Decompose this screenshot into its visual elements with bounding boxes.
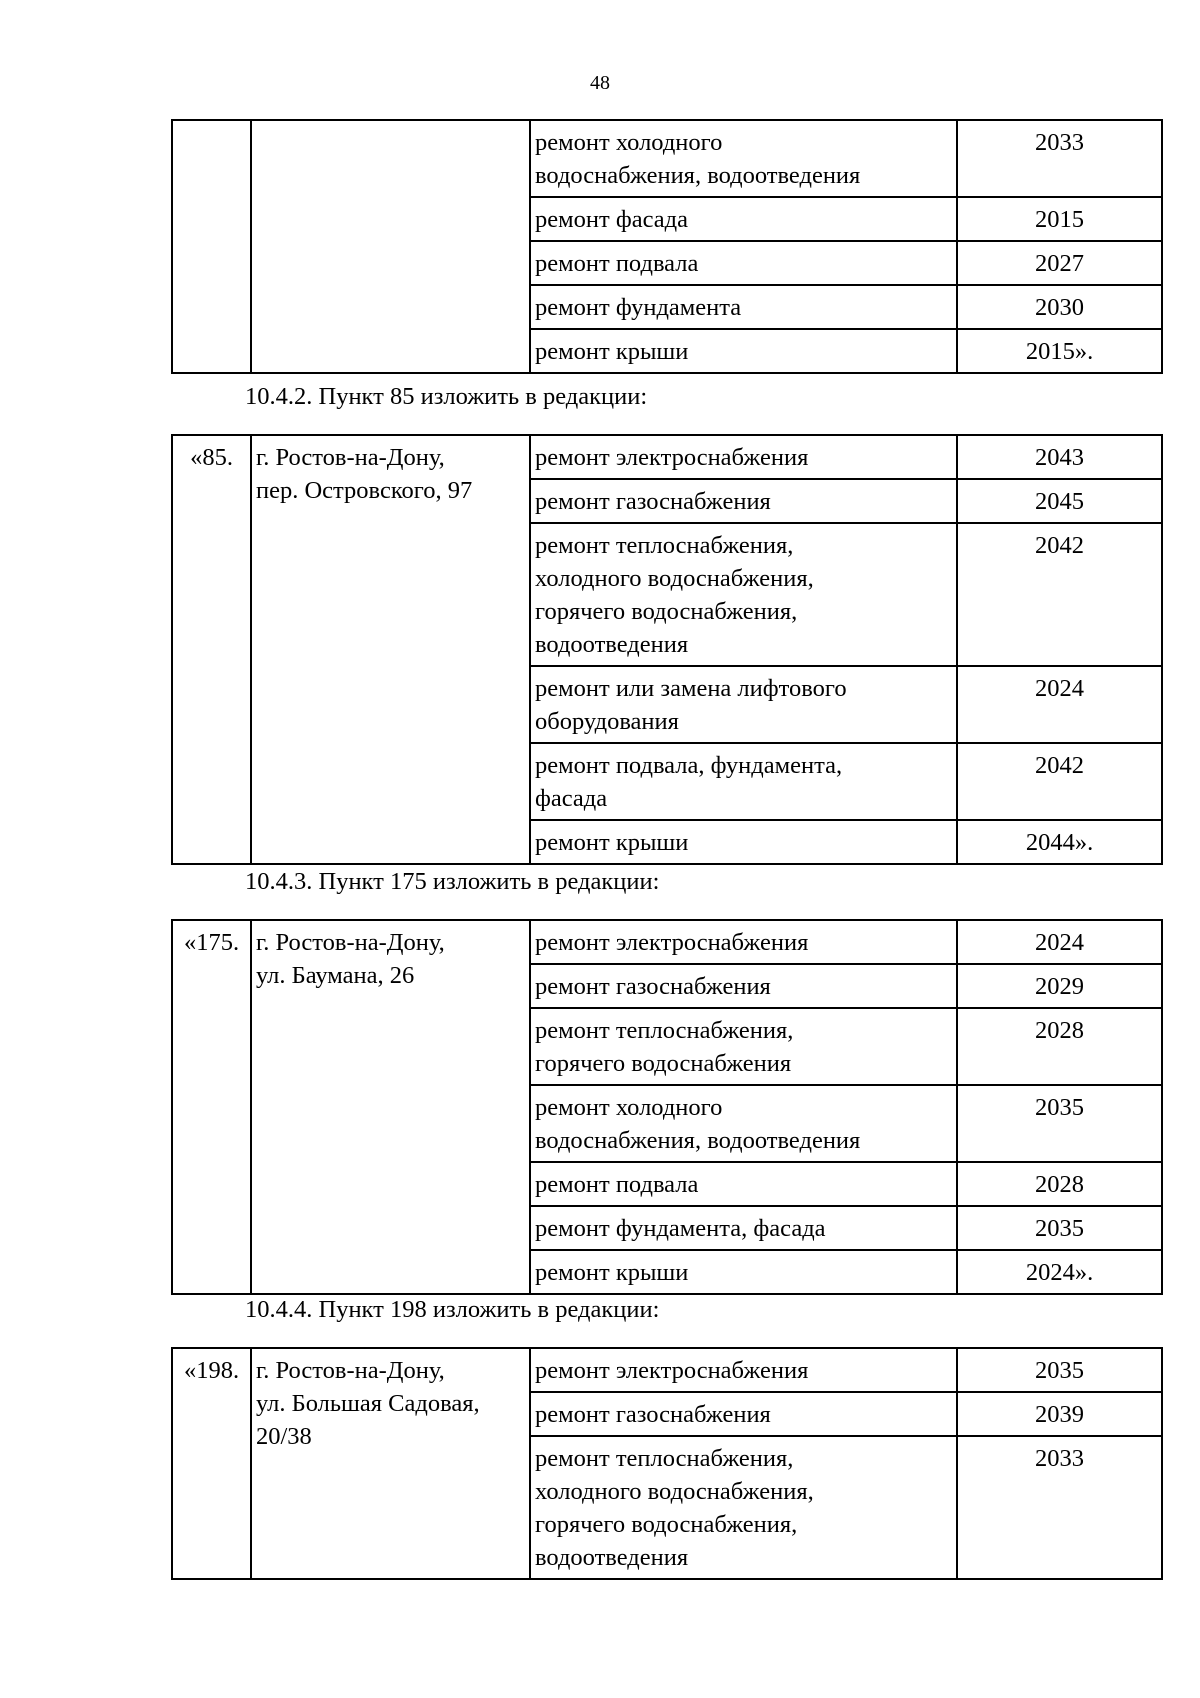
year-cell: 2045 [957,479,1162,523]
repair-table-item-198 [171,1347,1163,1580]
work-cell [530,1436,957,1579]
address-line: ул. Большая Садовая, [256,1390,480,1417]
work-line: водоотведения [535,631,689,658]
work-line: горячего водоснабжения, [535,1511,798,1538]
work-cell [530,523,957,666]
work-line: ремонт подвала, фундамента, [535,752,843,779]
year-cell: 2024 [957,920,1162,964]
paragraph-10-4-4: 10.4.4. Пункт 198 изложить в редакции: [245,1296,660,1323]
repair-table-continuation [171,119,1163,374]
year-cell: 2015 [957,197,1162,241]
paragraph-10-4-2: 10.4.2. Пункт 85 изложить в редакции: [245,383,648,410]
address-cell [251,435,530,864]
year-cell: 2030 [957,285,1162,329]
year-cell: 2044». [957,820,1162,864]
work-line: холодного водоснабжения, [535,1478,814,1505]
work-cell: ремонт газоснабжения [530,479,957,523]
work-cell: ремонт подвала [530,1162,957,1206]
year-cell: 2033 [957,120,1162,197]
address-line: г. Ростов-на-Дону, [256,929,445,956]
work-cell: ремонт газоснабжения [530,1392,957,1436]
year-cell: 2035 [957,1206,1162,1250]
work-cell: ремонт электроснабжения [530,435,957,479]
year-cell: 2024». [957,1250,1162,1294]
work-cell: ремонт фасада [530,197,957,241]
table-row [172,1348,1162,1392]
work-line: холодного водоснабжения, [535,565,814,592]
address-cell [251,1348,530,1579]
work-line: ремонт теплоснабжения, [535,1445,794,1472]
year-cell: 2033 [957,1436,1162,1579]
work-cell: ремонт фундамента, фасада [530,1206,957,1250]
work-line: горячего водоснабжения, [535,598,798,625]
work-cell: ремонт подвала [530,241,957,285]
year-cell: 2035 [957,1085,1162,1162]
work-cell [530,666,957,743]
work-cell: ремонт газоснабжения [530,964,957,1008]
item-number-cell [172,120,251,373]
year-cell: 2028 [957,1008,1162,1085]
year-cell: 2039 [957,1392,1162,1436]
year-cell: 2028 [957,1162,1162,1206]
address-cell [251,120,530,373]
address-line: ул. Баумана, 26 [256,962,415,989]
address-line: пер. Островского, 97 [256,477,473,504]
work-line: ремонт или замена лифтового [535,675,847,702]
year-cell: 2042 [957,743,1162,820]
repair-table-item-175 [171,919,1163,1295]
work-cell: ремонт крыши [530,329,957,373]
address-line: 20/38 [256,1423,312,1450]
work-line: ремонт теплоснабжения, [535,532,794,559]
work-line: водоснабжения, водоотведения [535,162,861,189]
year-cell: 2029 [957,964,1162,1008]
address-line: г. Ростов-на-Дону, [256,444,445,471]
work-line: горячего водоснабжения [535,1050,792,1077]
year-cell: 2027 [957,241,1162,285]
work-cell [530,120,957,197]
year-cell: 2035 [957,1348,1162,1392]
work-line: водоотведения [535,1544,689,1571]
work-cell: ремонт крыши [530,820,957,864]
work-cell [530,1085,957,1162]
work-cell: ремонт электроснабжения [530,1348,957,1392]
address-line: г. Ростов-на-Дону, [256,1357,445,1384]
table-row [172,920,1162,964]
year-cell: 2043 [957,435,1162,479]
year-cell: 2015». [957,329,1162,373]
table-row [172,120,1162,197]
year-cell: 2042 [957,523,1162,666]
work-line: водоснабжения, водоотведения [535,1127,861,1154]
work-line: ремонт теплоснабжения, [535,1017,794,1044]
work-cell: ремонт фундамента [530,285,957,329]
work-line: оборудования [535,708,679,735]
year-cell: 2024 [957,666,1162,743]
work-line: ремонт холодного [535,1094,723,1121]
work-cell: ремонт электроснабжения [530,920,957,964]
work-cell [530,1008,957,1085]
address-cell [251,920,530,1294]
work-line: ремонт холодного [535,129,723,156]
work-cell: ремонт крыши [530,1250,957,1294]
paragraph-10-4-3: 10.4.3. Пункт 175 изложить в редакции: [245,868,660,895]
repair-table-item-85 [171,434,1163,865]
table-row [172,435,1162,479]
work-line: фасада [535,785,608,812]
item-number-cell: «85. [172,435,251,864]
item-number-cell: «198. [172,1348,251,1579]
work-cell [530,743,957,820]
item-number-cell: «175. [172,920,251,1294]
page-number: 48 [590,72,610,94]
